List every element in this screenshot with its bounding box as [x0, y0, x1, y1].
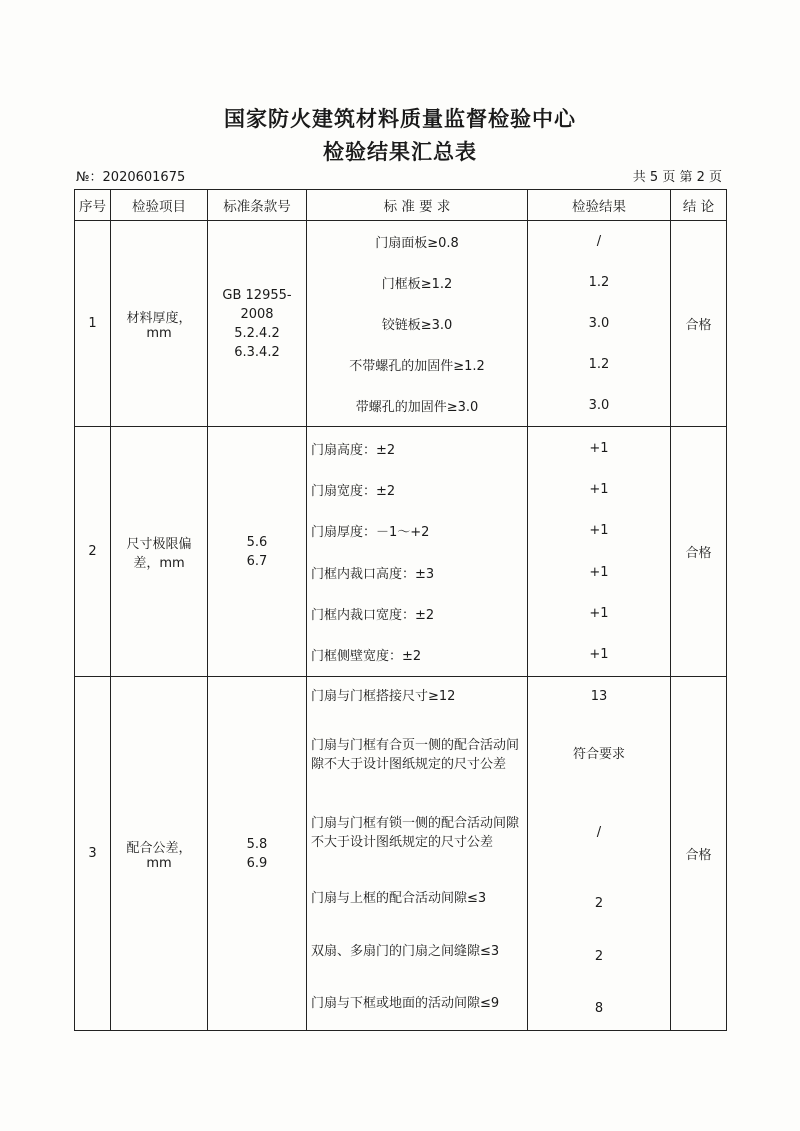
requirement: 门扇厚度：－1～+2 [311, 525, 430, 541]
clause-line: 2008 [240, 306, 274, 322]
standard-clause [208, 427, 307, 677]
result-value: +1 [589, 440, 609, 456]
result-value: 3.0 [588, 316, 610, 331]
requirement: 门框侧壁宽度：±2 [311, 649, 422, 665]
result-value: 2 [594, 949, 604, 964]
requirement: 双扇、多扇门的门扇之间缝隙≤3 [311, 944, 500, 959]
standard-clause [208, 221, 307, 427]
clause-line: GB 12955- [222, 287, 292, 303]
requirement: 门扇与上框的配合活动间隙≤3 [311, 891, 487, 906]
clause-line: 6.9 [246, 855, 268, 871]
requirements-cell [307, 427, 528, 677]
result-value: +1 [589, 482, 609, 498]
row-number: 3 [75, 677, 111, 1031]
requirement: 带螺孔的加固件≥3.0 [355, 400, 479, 415]
conclusion: 合格 [671, 221, 727, 427]
standard-clause [208, 677, 307, 1031]
result-value: / [596, 234, 602, 249]
clause-line: 5.2.4.2 [234, 325, 280, 341]
requirement: 门扇与门框有锁一侧的配合活动间隙不大于设计图纸规定的尺寸公差 [311, 815, 520, 850]
row-number: 2 [75, 427, 111, 677]
col-header-conclusion: 结 论 [671, 190, 727, 221]
requirements-cell [307, 677, 528, 1031]
requirement: 门扇与门框搭接尺寸≥12 [311, 689, 456, 704]
requirement: 门框内裁口高度：±3 [311, 566, 435, 582]
results-table [74, 189, 727, 1031]
col-header-clause: 标准条款号 [208, 190, 307, 221]
requirement: 门扇宽度：±2 [311, 484, 396, 500]
inspection-item: 材料厚度，mm [111, 221, 208, 427]
result-value: 1.2 [588, 357, 610, 372]
result-value: +1 [589, 647, 609, 663]
result-value: 13 [590, 689, 608, 704]
result-value: +1 [589, 523, 609, 539]
conclusion: 合格 [671, 677, 727, 1031]
results-cell [528, 427, 671, 677]
result-value: 1.2 [588, 275, 610, 290]
col-header-no: 序号 [75, 190, 111, 221]
results-cell [528, 221, 671, 427]
conclusion: 合格 [671, 427, 727, 677]
result-value: 符合要求 [572, 747, 625, 762]
requirement: 门扇与下框或地面的活动间隙≤9 [311, 996, 500, 1011]
col-header-item: 检验项目 [111, 190, 208, 221]
row-number: 1 [75, 221, 111, 427]
col-header-result: 检验结果 [528, 190, 671, 221]
result-value: 8 [594, 1001, 604, 1016]
result-value: / [596, 825, 602, 840]
clause-line: 5.8 [246, 836, 268, 852]
requirements-cell [307, 221, 528, 427]
table-header-row [75, 190, 727, 221]
table-row [75, 427, 727, 677]
requirement: 门扇高度：±2 [311, 442, 396, 458]
result-value: 2 [594, 896, 604, 911]
requirement: 铰链板≥3.0 [381, 318, 453, 333]
document-subtitle: 检验结果汇总表 [323, 140, 477, 164]
page-indicator: 共 5 页 第 2 页 [632, 170, 722, 185]
clause-line: 6.7 [246, 553, 268, 569]
inspection-item: 配合公差，mm [111, 677, 208, 1031]
requirement: 门框板≥1.2 [381, 277, 453, 292]
requirement: 门扇面板≥0.8 [375, 236, 459, 251]
table-row [75, 677, 727, 1031]
requirement: 不带螺孔的加固件≥1.2 [349, 359, 485, 374]
requirement: 门扇与门框有合页一侧的配合活动间隙不大于设计图纸规定的尺寸公差 [311, 737, 520, 772]
document-title: 国家防火建筑材料质量监督检验中心 [224, 107, 576, 131]
report-number: №：2020601675 [76, 170, 186, 185]
inspection-item: 尺寸极限偏差，mm [111, 427, 208, 677]
table-row [75, 221, 727, 427]
results-cell [528, 677, 671, 1031]
result-value: +1 [589, 605, 609, 621]
result-value: +1 [589, 564, 609, 580]
clause-line: 6.3.4.2 [234, 344, 280, 360]
result-value: 3.0 [588, 398, 610, 413]
requirement: 门框内裁口宽度：±2 [311, 607, 435, 623]
col-header-requirement: 标 准 要 求 [307, 190, 528, 221]
clause-line: 5.6 [246, 534, 268, 550]
